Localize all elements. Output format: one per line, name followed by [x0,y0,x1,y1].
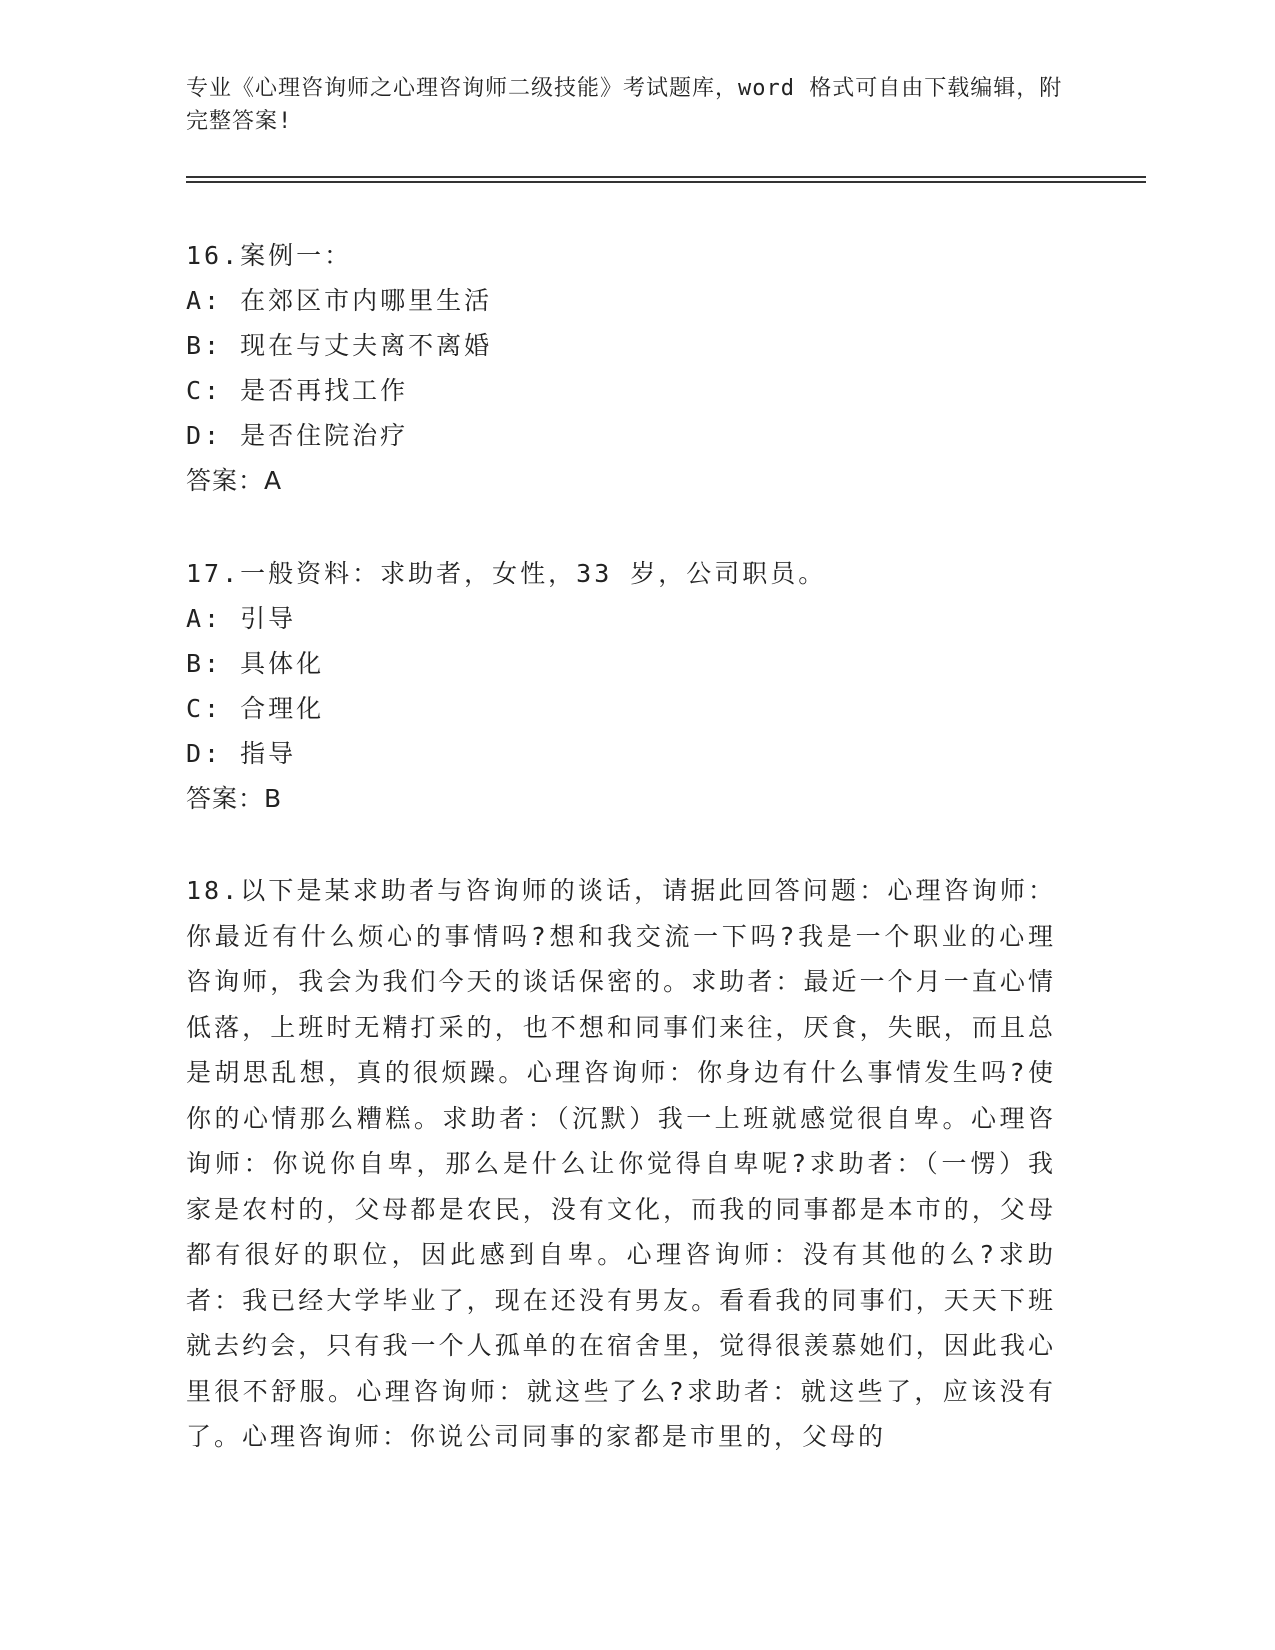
document-header: 专业《心理咨询师之心理咨询师二级技能》考试题库，word 格式可自由下载编辑，附完整答案! [186,76,1063,134]
header-divider-bottom [186,181,1146,183]
option-c: C: 是否再找工作 [186,376,409,405]
question-stem: 17.一般资料：求助者，女性，33 岁，公司职员。 [186,559,827,588]
question-stem: 16.案例一： [186,241,353,270]
answer-label: 答案：B [186,784,283,813]
question-17 [186,551,1066,821]
question-18-passage: 18.以下是某求助者与咨询师的谈话，请据此回答问题：心理咨询师：你最近有什么烦心的事情吗?想和我交流一下吗?我是一个职业的心理咨询师，我会为我们今天的谈话保密的。求助者：最近一个月一直心情低落，上班时无精打采的，也不想和同事们来往，厌食，失眠，而且总是胡思乱想，真的很烦躁。心理咨询师：你身边有什么事情发生吗?使你的心情那么糟糕。求助者：（沉默）我一上班就感觉很自卑。心理咨询师：你说你自卑，那么是什么让你觉得自卑呢?求助者：（一愣）我家是农村的，父母都是农民，没有文化，而我的同事都是本市的，父母都有很好的职位，因此感到自卑。心理咨询师：没有其他的么?求助者：我已经大学毕业了，现在还没有男友。看看我的同事们，天天下班就去约会，只有我一个人孤单的在宿舍里，觉得很羡慕她们，因此我心里很不舒服。心理咨询师：就这些了么?求助者：就这些了，应该没有了。心理咨询师：你说公司同事的家都是市里的，父母的 [186,876,1056,1451]
option-d: D: 是否住院治疗 [186,421,409,450]
question-16 [186,233,1066,503]
option-d: D: 指导 [186,739,297,768]
option-a: A: 引导 [186,604,297,633]
option-b: B: 现在与丈夫离不离婚 [186,331,493,360]
option-a: A: 在郊区市内哪里生活 [186,286,493,315]
option-b: B: 具体化 [186,649,325,678]
answer-label: 答案：A [186,466,283,495]
option-c: C: 合理化 [186,694,325,723]
header-divider-top [186,176,1146,178]
